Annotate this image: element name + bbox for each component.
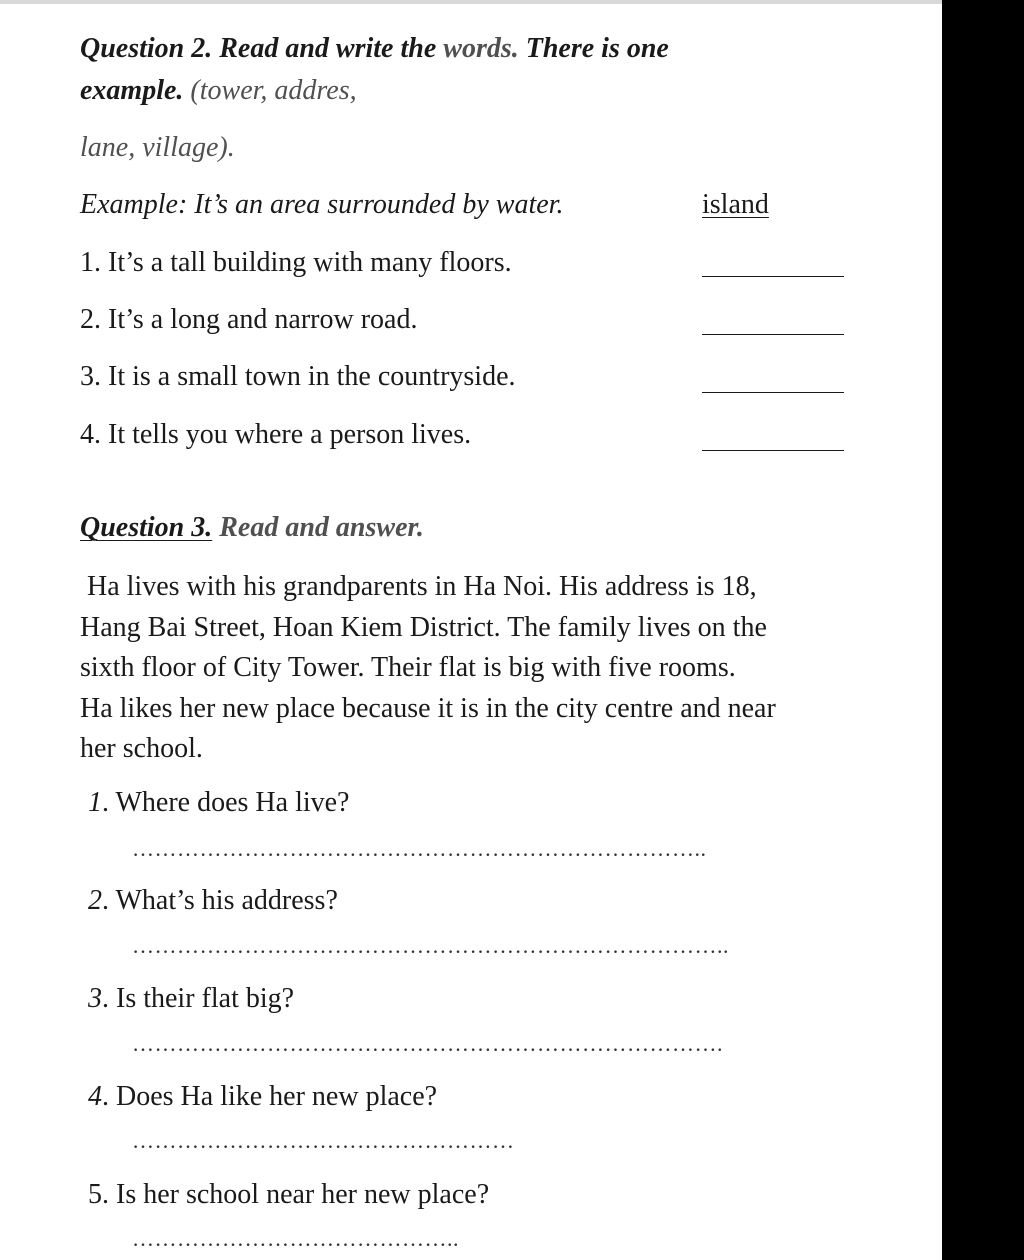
q2-item-3: 3. It is a small town in the countryside. xyxy=(80,361,516,392)
q3-answer-line-3[interactable]: ……………………………………………………………………. xyxy=(132,1031,723,1056)
q3-answer-line-5[interactable]: …………………………………….. xyxy=(132,1226,459,1251)
q3-question-number: 1 xyxy=(88,787,102,818)
q2-example-sentence: Example: It’s an area surrounded by water. xyxy=(80,189,564,220)
q3-question-3 xyxy=(88,982,294,1016)
q3-question-text: . What’s his address? xyxy=(102,885,338,916)
passage-line: Ha likes her new place because it is in the city centre and near xyxy=(80,692,776,724)
q3-question-text: . Does Ha like her new place? xyxy=(102,1081,438,1112)
q2-word-list-1: (tower, addres, xyxy=(190,75,357,106)
passage-line: sixth floor of City Tower. Their flat is big with five rooms. xyxy=(80,652,736,683)
question-2-title-line2 xyxy=(80,74,357,108)
q2-item-1: 1. It’s a tall building with many floors. xyxy=(80,247,512,278)
q2-title-bold-2: There is one xyxy=(525,33,669,64)
q2-example-answer: island xyxy=(702,189,769,220)
q3-question-1 xyxy=(88,786,350,820)
q3-answer-line-2[interactable]: …………………………………………………………………….. xyxy=(132,933,729,958)
passage-line: Hang Bai Street, Hoan Kiem District. The family lives on the xyxy=(80,611,767,643)
q2-word-list-2: lane, village). xyxy=(80,132,235,163)
q3-answer-line-4[interactable]: …………………………………………… xyxy=(132,1128,515,1153)
q2-item-2: 2. It’s a long and narrow road. xyxy=(80,304,418,335)
passage-line: Ha lives with his grandparents in Ha Noi. His address is 18, xyxy=(80,571,757,602)
q3-question-4 xyxy=(88,1080,437,1114)
q2-answer-blank-4[interactable] xyxy=(702,450,844,451)
question-2-title xyxy=(80,32,669,66)
q2-example-word: example. xyxy=(80,75,184,106)
q2-title-words: words. xyxy=(443,33,519,64)
passage-line: her school. xyxy=(80,733,203,764)
q2-item-4: 4. It tells you where a person lives. xyxy=(80,419,472,450)
q3-title-instruction: Read and answer. xyxy=(219,512,424,543)
q3-question-text: . Where does Ha live? xyxy=(102,787,350,818)
q3-reading-passage xyxy=(80,567,880,770)
q2-title-bold: Question 2. Read and write the xyxy=(80,33,437,64)
q3-answer-line-1[interactable]: ………………………………………………………………….. xyxy=(132,836,707,861)
question-3-title xyxy=(80,511,424,545)
q2-answer-blank-2[interactable] xyxy=(702,334,844,335)
q3-question-text: . Is their flat big? xyxy=(102,983,295,1014)
q3-question-number: 3 xyxy=(88,983,102,1014)
q3-title-label: Question 3. xyxy=(80,512,213,543)
q3-question-2 xyxy=(88,884,338,918)
q3-question-5 xyxy=(88,1178,489,1212)
q3-question-number: 2 xyxy=(88,885,102,916)
q3-question-number: 4 xyxy=(88,1081,102,1112)
q2-answer-blank-1[interactable] xyxy=(702,276,844,277)
q2-answer-blank-3[interactable] xyxy=(702,392,844,393)
q3-question-text: . Is her school near her new place? xyxy=(102,1179,490,1210)
q3-question-number: 5 xyxy=(88,1179,102,1210)
